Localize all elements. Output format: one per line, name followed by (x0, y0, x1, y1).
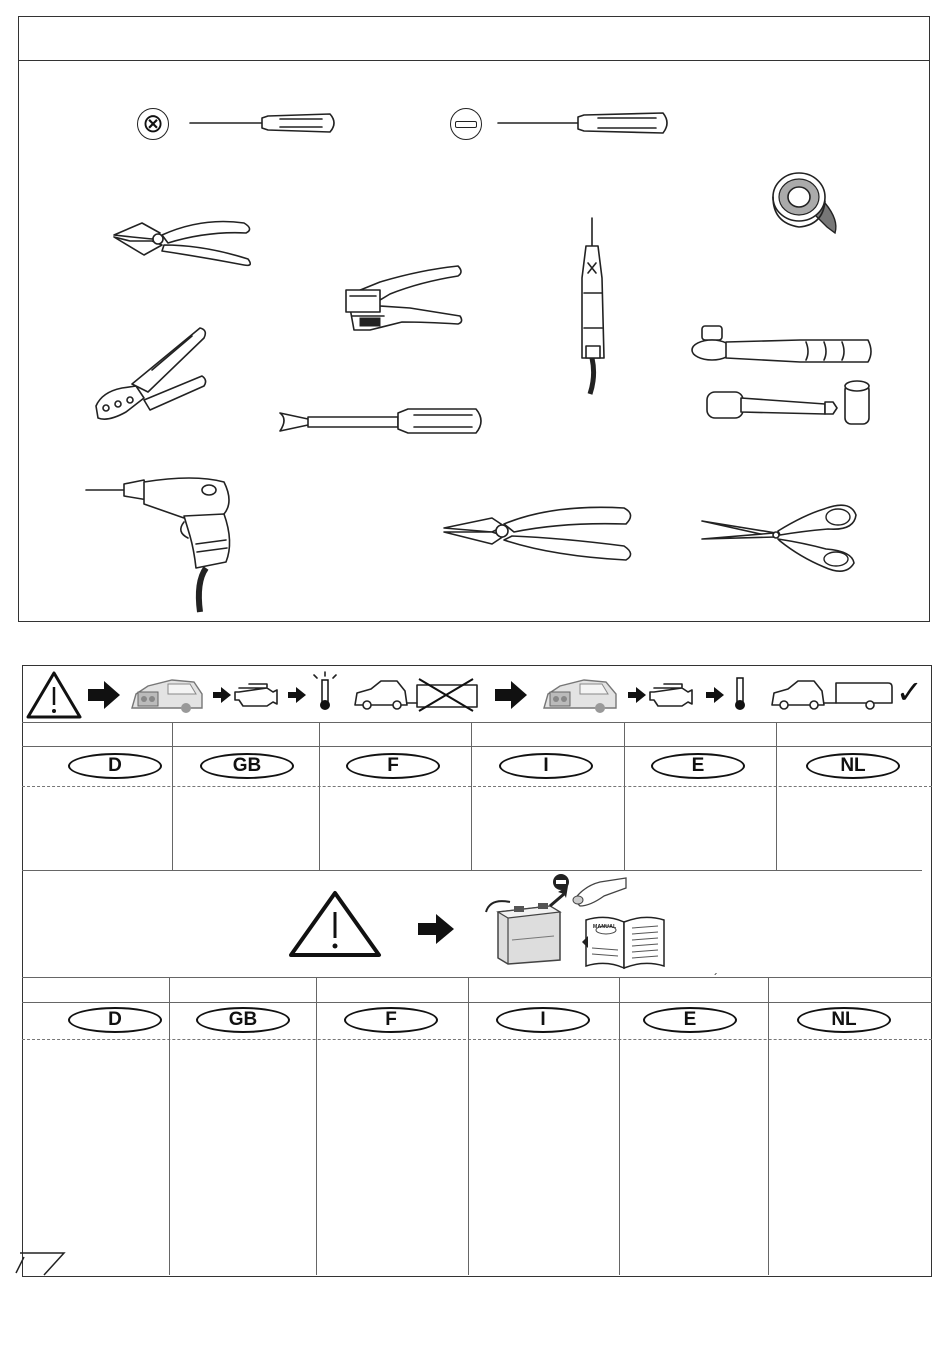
divider (22, 786, 932, 787)
column-divider (319, 722, 320, 870)
car-with-trailer-icon (770, 677, 895, 713)
small-arrow-icon (706, 687, 724, 703)
column-divider (624, 722, 625, 870)
column-divider (619, 977, 620, 1275)
crimping-pliers-icon (92, 326, 212, 426)
small-arrow-icon (213, 687, 231, 703)
soldering-gun-icon (84, 472, 239, 617)
engine-icon (648, 680, 696, 710)
phillips-symbol (137, 108, 169, 140)
divider (22, 870, 922, 871)
owners-manual-icon (582, 912, 668, 970)
check-mark: ✓ (896, 673, 923, 711)
column-divider (471, 722, 472, 870)
lang-badge-gb: GB (196, 1007, 290, 1033)
wire-stripper-icon (340, 260, 465, 345)
column-divider (776, 722, 777, 870)
lang-badge-de: D (68, 1007, 162, 1033)
lang-badge-gb: GB (200, 753, 294, 779)
car-no-trailer-icon (353, 677, 481, 713)
stray-mark: ´ (714, 971, 718, 985)
column-divider (169, 977, 170, 1275)
lang-badge-fr: F (344, 1007, 438, 1033)
lang-badge-de: D (68, 753, 162, 779)
flat-screwdriver-icon (498, 108, 673, 138)
test-lamp-icon (572, 218, 612, 398)
column-divider (768, 977, 769, 1275)
thermometer-icon (730, 672, 750, 712)
socket-extension-icon (705, 378, 875, 428)
lang-badge-es: E (651, 753, 745, 779)
engine-icon (233, 680, 281, 710)
car-open-hood-icon (540, 672, 620, 716)
slotted-symbol (450, 108, 482, 140)
column-divider (468, 977, 469, 1275)
divider (22, 1002, 932, 1003)
arrow-right-icon (495, 681, 527, 709)
divider (22, 1039, 932, 1040)
minus-glyph (556, 880, 566, 884)
trim-removal-tool-icon (278, 405, 488, 437)
tools-header-bar (19, 17, 929, 61)
phillips-cross-glyph: ⊗ (142, 109, 164, 139)
lang-badge-fr: F (346, 753, 440, 779)
ratchet-icon (690, 322, 875, 367)
long-nose-pliers-icon (442, 500, 637, 565)
car-open-hood-icon (128, 672, 206, 716)
info-panel (22, 665, 932, 1277)
lang-badge-it: I (496, 1007, 590, 1033)
arrow-right-icon (418, 914, 454, 944)
corner-page-mark (16, 1245, 66, 1277)
slotted-line-glyph (455, 121, 477, 128)
lang-badge-es: E (643, 1007, 737, 1033)
phillips-screwdriver-icon (190, 108, 340, 138)
divider (22, 722, 932, 723)
divider (22, 977, 932, 978)
lang-badge-nl: NL (806, 753, 900, 779)
column-divider (172, 722, 173, 870)
arrow-right-icon (88, 681, 120, 709)
hot-thermometer-icon (312, 672, 338, 712)
manual-label: MANUAL (593, 924, 617, 930)
scissors-icon (700, 497, 860, 577)
small-arrow-icon (628, 687, 646, 703)
large-warning-triangle-icon (288, 890, 382, 958)
column-divider (316, 977, 317, 1275)
lang-badge-it: I (499, 753, 593, 779)
warning-triangle-icon (27, 671, 82, 719)
lang-badge-nl: NL (797, 1007, 891, 1033)
side-cutter-icon (112, 215, 257, 270)
divider (22, 746, 932, 747)
small-arrow-icon (288, 687, 306, 703)
insulation-tape-icon (765, 165, 840, 245)
